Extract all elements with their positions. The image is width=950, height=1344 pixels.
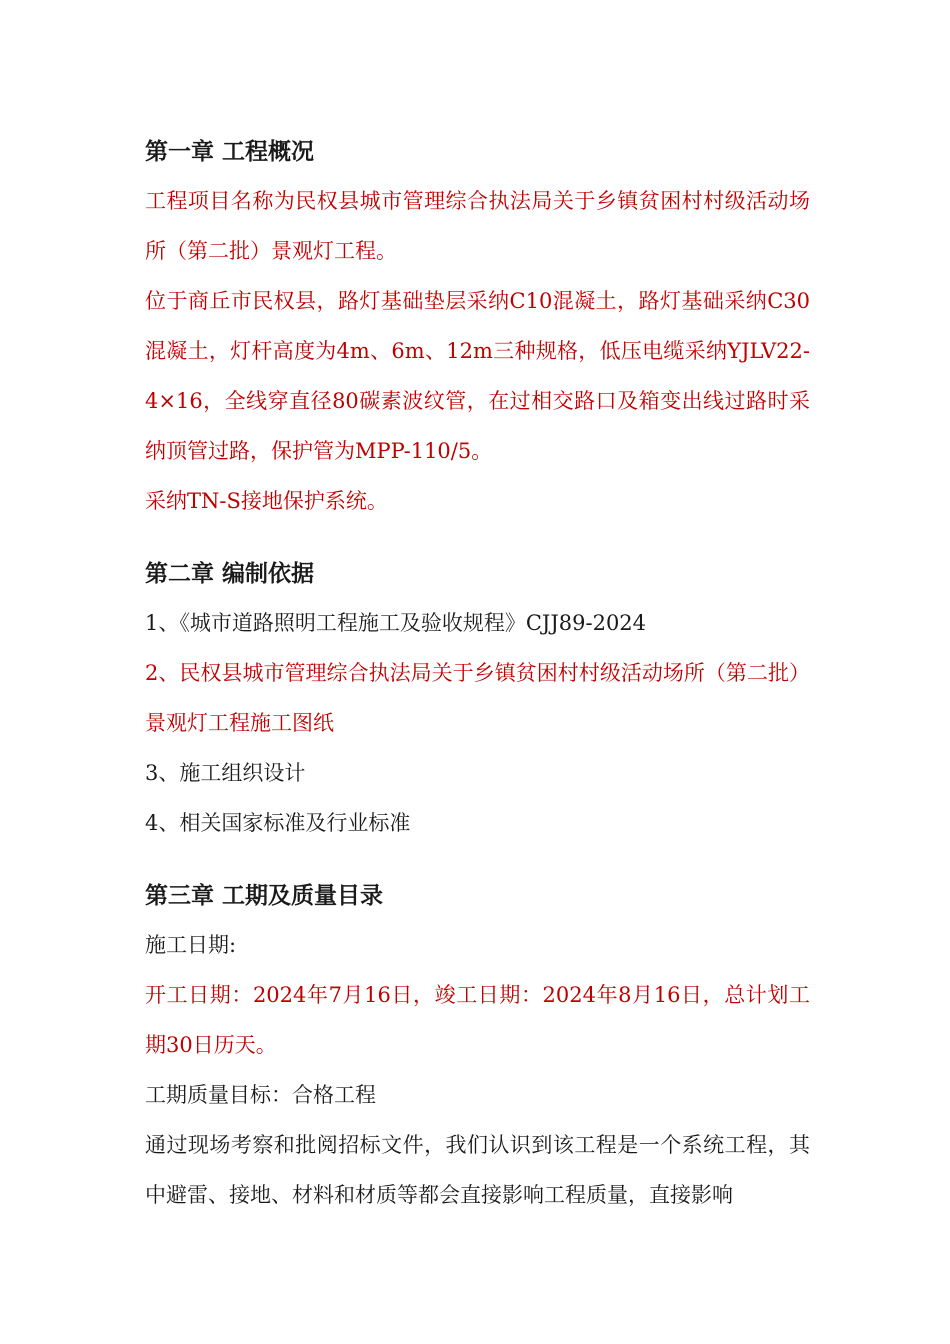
quality-target-paragraph: 工期质量目标：合格工程 <box>145 1083 376 1107</box>
basis-item-4: 4、相关国家标准及行业标准 <box>145 811 411 835</box>
basis-item-3: 3、施工组织设计 <box>145 761 306 785</box>
basis-item-1: 1、《城市道路照明工程施工及验收规程》CJJ89-2024 <box>145 611 647 635</box>
project-name-paragraph: 工程项目名称为民权县城市管理综合执法局关于乡镇贫困村村级活动场所（第二批）景观灯工程。 <box>145 189 810 263</box>
construction-date-label: 施工日期: <box>145 933 237 957</box>
document-page <box>145 128 810 1220</box>
chapter-1-heading: 第一章 工程概况 <box>145 138 315 165</box>
chapter-3-heading: 第三章 工期及质量目录 <box>145 882 384 909</box>
basis-item-2: 2、民权县城市管理综合执法局关于乡镇贫困村村级活动场所（第二批）景观灯工程施工图纸 <box>145 661 810 735</box>
schedule-paragraph: 开工日期：2024年7月16日，竣工日期：2024年8月16日，总计划工期30日历天。 <box>145 983 810 1057</box>
project-location-paragraph: 位于商丘市民权县，路灯基础垫层采纳C10混凝土，路灯基础采纳C30混凝土，灯杆高度为4m、6m、12m三种规格，低压电缆采纳YJLV22-4×16，全线穿直径80碳素波纹管，在过相交路口及箱变出线过路时采纳顶管过路，保护管为MPP-110/5。 <box>145 289 810 463</box>
chapter-2-heading: 第二章 编制依据 <box>145 560 315 587</box>
grounding-paragraph: 采纳TN-S接地保护系统。 <box>145 489 388 513</box>
analysis-paragraph: 通过现场考察和批阅招标文件，我们认识到该工程是一个系统工程，其中避雷、接地、材料和材质等都会直接影响工程质量，直接影响 <box>145 1133 810 1207</box>
